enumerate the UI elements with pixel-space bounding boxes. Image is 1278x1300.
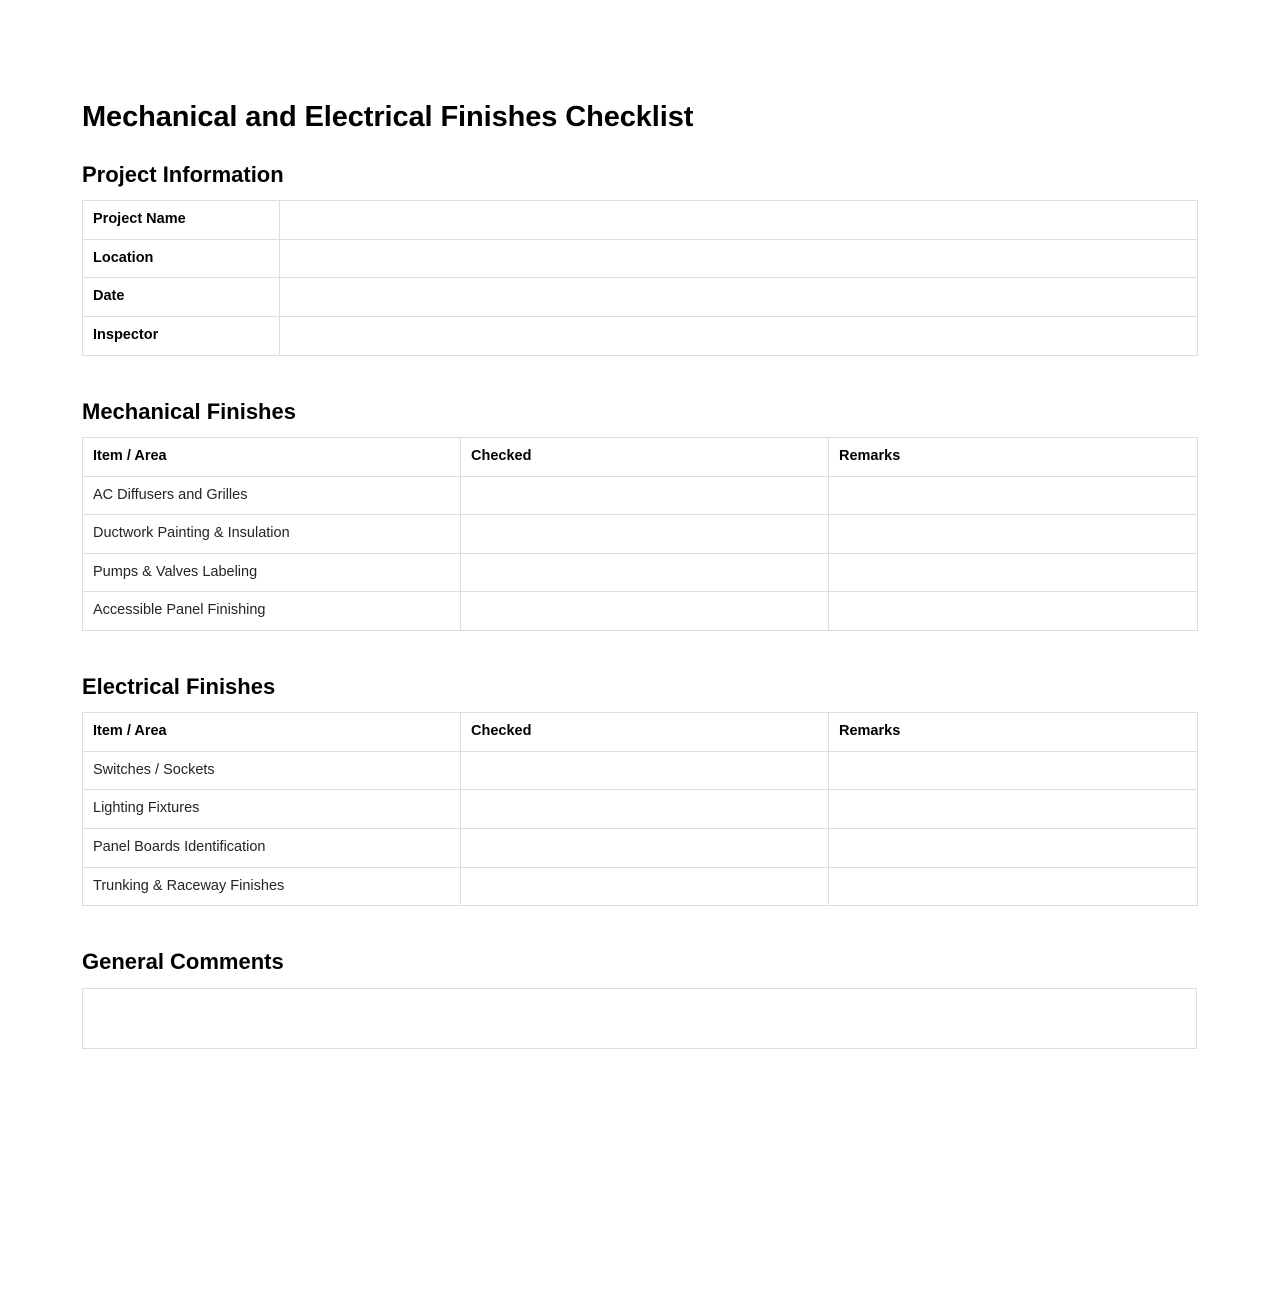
checked-field[interactable] [461, 867, 829, 906]
inspector-label: Inspector [83, 316, 280, 355]
column-header-item-area: Item / Area [83, 438, 461, 477]
table-row [83, 790, 1198, 829]
remarks-field[interactable] [829, 476, 1198, 515]
table-row [83, 201, 1198, 240]
project-name-label: Project Name [83, 201, 280, 240]
table-row [83, 239, 1198, 278]
column-header-checked: Checked [461, 713, 829, 752]
electrical-finishes-table [82, 712, 1198, 906]
checked-field[interactable] [461, 476, 829, 515]
mechanical-finishes-heading: Mechanical Finishes [82, 398, 296, 424]
item-label: Accessible Panel Finishing [83, 592, 461, 631]
table-row [83, 316, 1198, 355]
general-comments-heading: General Comments [82, 949, 284, 975]
remarks-field[interactable] [829, 751, 1198, 790]
remarks-field[interactable] [829, 867, 1198, 906]
location-field[interactable] [280, 239, 1198, 278]
section-spacer [82, 906, 1197, 948]
general-comments-section [82, 948, 1197, 1049]
item-label: Switches / Sockets [83, 751, 461, 790]
table-row [83, 867, 1198, 906]
column-header-remarks: Remarks [829, 438, 1198, 477]
page-title: Mechanical and Electrical Finishes Checklist [82, 101, 694, 133]
location-label: Location [83, 239, 280, 278]
electrical-finishes-heading: Electrical Finishes [82, 673, 276, 699]
electrical-finishes-section [82, 673, 1197, 906]
item-label: Trunking & Raceway Finishes [83, 867, 461, 906]
column-header-item-area: Item / Area [83, 713, 461, 752]
table-row [83, 278, 1198, 317]
inspector-field[interactable] [280, 316, 1198, 355]
checked-field[interactable] [461, 751, 829, 790]
table-row [83, 515, 1198, 554]
date-label: Date [83, 278, 280, 317]
project-information-heading: Project Information [82, 161, 284, 187]
section-spacer [82, 356, 1197, 398]
remarks-field[interactable] [829, 790, 1198, 829]
remarks-field[interactable] [829, 553, 1198, 592]
checked-field[interactable] [461, 790, 829, 829]
remarks-field[interactable] [829, 515, 1198, 554]
general-comments-field[interactable] [82, 988, 1197, 1049]
table-header-row [83, 438, 1198, 477]
column-header-checked: Checked [461, 438, 829, 477]
date-field[interactable] [280, 278, 1198, 317]
checked-field[interactable] [461, 592, 829, 631]
item-label: Pumps & Valves Labeling [83, 553, 461, 592]
table-row [83, 553, 1198, 592]
table-row [83, 476, 1198, 515]
checked-field[interactable] [461, 515, 829, 554]
remarks-field[interactable] [829, 592, 1198, 631]
checked-field[interactable] [461, 553, 829, 592]
mechanical-finishes-section [82, 398, 1197, 631]
item-label: Lighting Fixtures [83, 790, 461, 829]
project-information-section [82, 161, 1197, 356]
table-header-row [83, 713, 1198, 752]
item-label: Panel Boards Identification [83, 829, 461, 868]
table-row [83, 829, 1198, 868]
table-row [83, 751, 1198, 790]
project-name-field[interactable] [280, 201, 1198, 240]
remarks-field[interactable] [829, 829, 1198, 868]
item-label: Ductwork Painting & Insulation [83, 515, 461, 554]
table-row [83, 592, 1198, 631]
item-label: AC Diffusers and Grilles [83, 476, 461, 515]
section-spacer [82, 631, 1197, 673]
checked-field[interactable] [461, 829, 829, 868]
project-information-table [82, 200, 1198, 355]
column-header-remarks: Remarks [829, 713, 1198, 752]
mechanical-finishes-table [82, 437, 1198, 631]
